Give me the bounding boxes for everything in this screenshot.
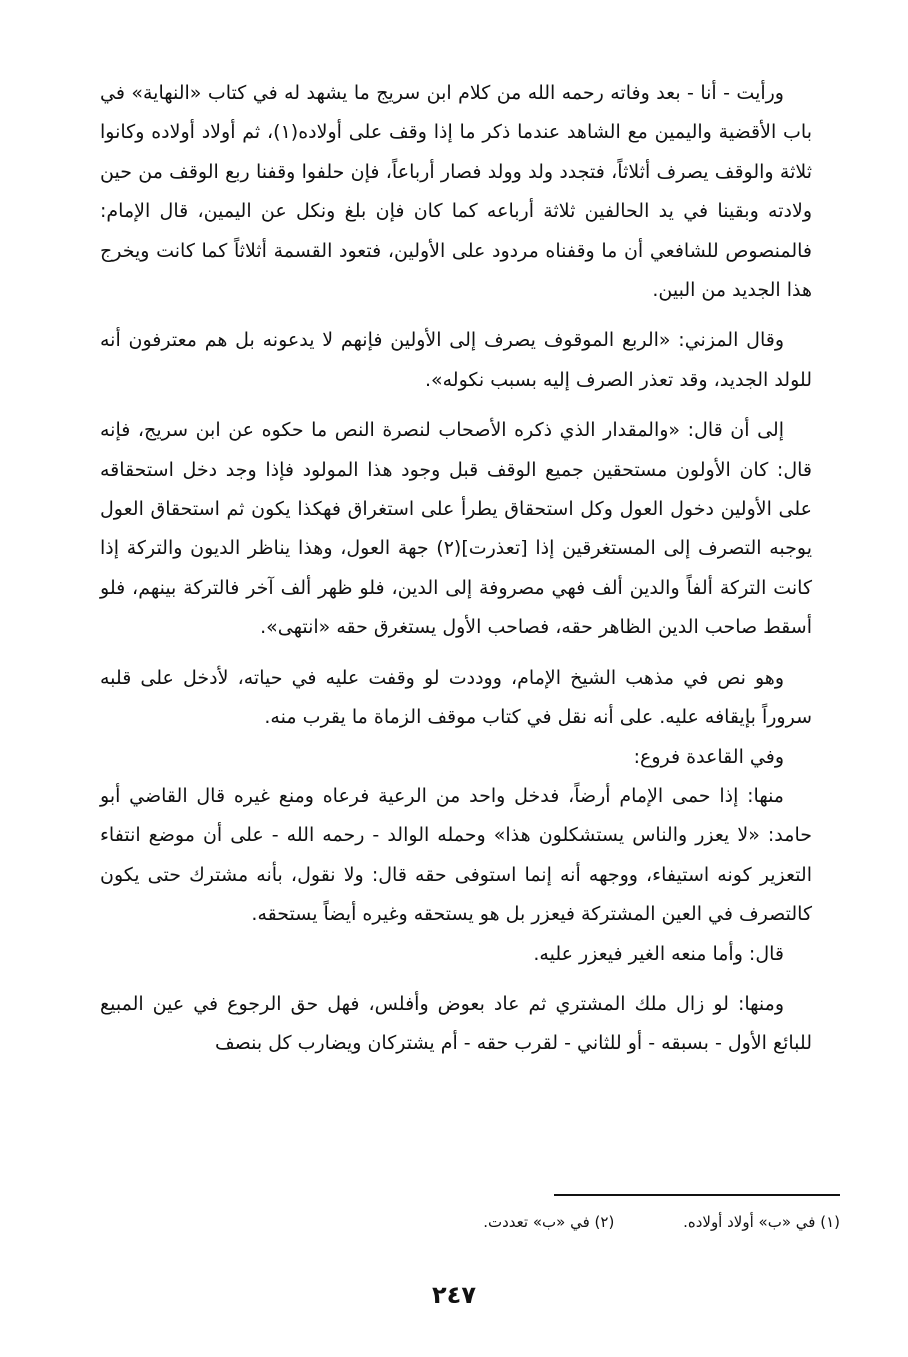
main-text <box>100 74 812 1064</box>
paragraph-muzani: وقال المزني: «الربع الموقوف يصرف إلى الأولين فإنهم لا يدعونه بل هم معترفون أنه للولد الجديد، وقد تعذر الصرف إليه بسبب نكوله». <box>100 329 812 391</box>
footnote-divider <box>554 1194 840 1196</box>
paragraph-branches-heading: وفي القاعدة فروع: <box>633 745 784 768</box>
footnotes <box>320 1202 840 1242</box>
paragraph-quote: إلى أن قال: «والمقدار الذي ذكره الأصحاب لنصرة النص ما حكوه عن ابن سريج، فإنه قال: كان الأولون مستحقين جميع الوقف قبل وجود هذا المولود فإذا وجد دخل استحقاقه على الأولين دخول العول وكل استحقاق يطرأ على استغراق فهكذا يكون ثم استحقاق العول يوجبه التصرف إلى المستغرقين إذا [تعذرت](٢) جهة العول، وهذا يناظر الديون والتركة إذا كانت التركة ألفاً والدين ألف فهي مصروفة إلى الدين، فلو ظهر ألف آخر فالتركة بينهم، فلو أسقط صاحب الدين الظاهر حقه، فصاحب الأول يستغرق حقه «انتهى». <box>100 419 812 639</box>
paragraph-branch-one: منها: إذا حمى الإمام أرضاً، فدخل واحد من الرعية فرعاه ومنع غيره قال القاضي أبو حامد: «لا يعزر والناس يستشكلون هذا» وحمله الوالد - رحمه الله - على أن موضع انتفاء التعزير كونه استيفاء، ووجهه أنه إنما استوفى حقه قال: ولا نقول، بأنه مشترك حتى يكون كالتصرف في العين المشتركة فيعزر بل هو يستحقه وغيره أيضاً يستحقه. <box>100 784 812 926</box>
paragraph-comment: وهو نص في مذهب الشيخ الإمام، ووددت لو وقفت عليه في حياته، لأدخل على قلبه سروراً بإيقافه عليه. على أنه نقل في كتاب موقف الزماة ما يقرب منه. <box>100 666 812 729</box>
paragraph-branch-two: ومنها: لو زال ملك المشتري ثم عاد بعوض وأفلس، فهل حق الرجوع في عين المبيع للبائع الأول - بسبقه - أو للثاني - لقرب حقه - أم يشتركان ويضارب كل بنصف <box>100 992 812 1055</box>
page-number: ٢٤٧ <box>432 1281 476 1309</box>
footnote-1: (١) في «ب» أولاد أولاده. <box>683 1213 840 1231</box>
paragraph-ibn-surayj: ورأيت - أنا - بعد وفاته رحمه الله من كلام ابن سريج ما يشهد له في كتاب «النهاية» في باب الأقضية واليمين مع الشاهد عندما ذكر ما إذا وقف على أولاده(١)، ثم أولاد أولاده وكانوا ثلاثة والوقف يصرف أثلاثاً، فتجدد ولد وولد فصار أرباعاً، فإن حلفوا وقفنا ربع الوقف من حين ولادته وبقينا في يد الحالفين ثلاثة أرباعه كما كان فإن بلغ ونكل عن اليمين، قال الإمام: فالمنصوص للشافعي أن ما وقفناه مردود على الأولين، فتعود القسمة أثلاثاً كما كانت ويخرج هذا الجديد من البين. <box>100 82 812 302</box>
paragraph-qala: قال: وأما منعه الغير فيعزر عليه. <box>533 942 784 965</box>
footnote-2: (٢) في «ب» تعددت. <box>483 1213 615 1231</box>
